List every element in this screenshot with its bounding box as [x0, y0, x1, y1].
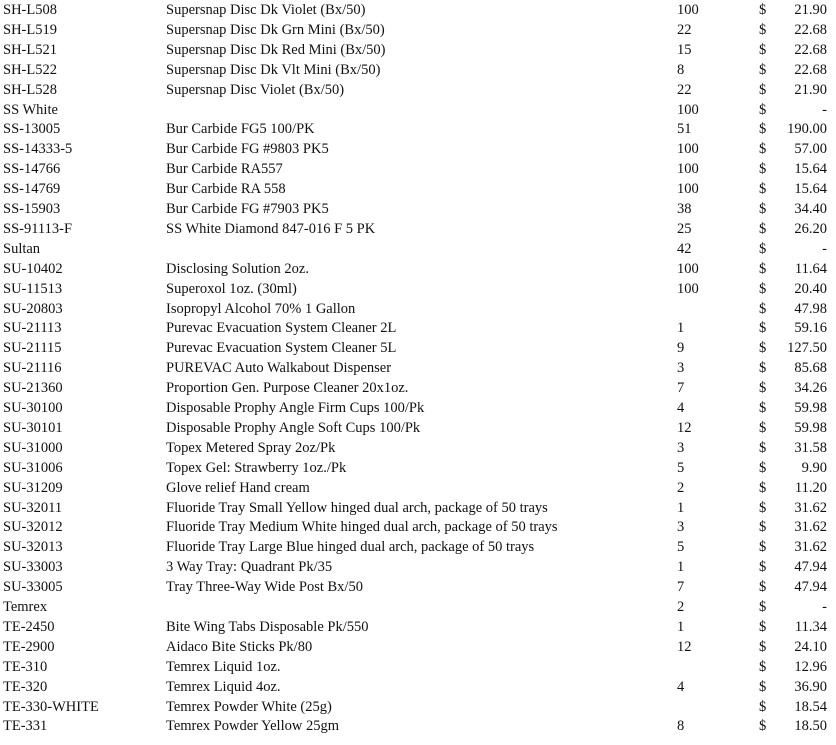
quantity-cell: 100: [677, 101, 699, 118]
description-cell: Bur Carbide FG #9803 PK5: [166, 141, 329, 158]
quantity-cell: 4: [677, 400, 685, 416]
currency-symbol: $: [759, 380, 767, 397]
price-cell: 21.90: [794, 2, 827, 18]
price-cell: 24.10: [794, 638, 827, 655]
sku-cell: SU-33003: [3, 559, 63, 576]
currency-symbol: $: [759, 539, 767, 556]
sku-cell: SS-14766: [3, 161, 61, 178]
table-row: [0, 179, 836, 199]
table-row: [0, 279, 836, 299]
description-cell: Aidaco Bite Sticks Pk/80: [166, 638, 313, 655]
quantity-cell: 4: [677, 678, 685, 695]
sku-cell: SU-33005: [3, 579, 63, 596]
table-row: [0, 398, 836, 418]
table-row: [0, 199, 836, 219]
currency-symbol: $: [759, 579, 767, 596]
price-cell: 12.96: [794, 658, 827, 675]
quantity-cell: 8: [677, 61, 685, 78]
price-cell: 57.00: [794, 141, 827, 158]
currency-symbol: $: [759, 499, 767, 516]
currency-symbol: $: [759, 240, 767, 257]
sku-cell: SS-14769: [3, 181, 61, 198]
sku-cell: SU-32013: [3, 539, 63, 556]
price-cell: 11.64: [794, 260, 827, 277]
currency-symbol: $: [759, 81, 767, 98]
quantity-cell: 8: [677, 718, 685, 735]
currency-symbol: $: [759, 718, 767, 735]
quantity-cell: 2: [677, 479, 685, 496]
quantity-cell: 1: [677, 499, 685, 516]
description-cell: Disclosing Solution 2oz.: [166, 260, 309, 277]
description-cell: Temrex Liquid 4oz.: [166, 678, 281, 695]
table-row: [0, 478, 836, 498]
sku-cell: SH-L519: [3, 21, 57, 38]
description-cell: Supersnap Disc Dk Grn Mini (Bx/50): [166, 21, 385, 38]
description-cell: Bur Carbide RA557: [166, 161, 283, 178]
table-row: [0, 239, 836, 259]
description-cell: Purevac Evacuation System Cleaner 5L: [166, 340, 397, 357]
sku-cell: TE-320: [3, 678, 48, 695]
price-cell: 21.90: [794, 81, 827, 98]
table-row: [0, 100, 836, 120]
table-row: [0, 697, 836, 717]
description-cell: 3 Way Tray: Quadrant Pk/35: [166, 559, 333, 576]
table-row: [0, 577, 836, 597]
currency-symbol: $: [759, 41, 767, 58]
price-cell: 34.40: [794, 201, 827, 217]
quantity-cell: 1: [677, 618, 685, 635]
price-cell: 22.68: [794, 61, 827, 78]
price-cell: 190.00: [787, 121, 827, 138]
currency-symbol: $: [759, 638, 767, 655]
currency-symbol: $: [759, 260, 767, 277]
price-cell: 15.64: [794, 161, 827, 178]
currency-symbol: $: [759, 181, 767, 198]
currency-symbol: $: [759, 2, 767, 18]
price-cell: 59.98: [794, 419, 827, 436]
description-cell: Disposable Prophy Angle Soft Cups 100/Pk: [166, 419, 421, 436]
currency-symbol: $: [759, 201, 767, 217]
description-cell: Temrex Powder Yellow 25gm: [166, 718, 339, 735]
price-cell: 31.62: [794, 539, 827, 556]
sku-cell: SU-20803: [3, 300, 63, 317]
price-cell: 31.62: [794, 499, 827, 516]
description-cell: Proportion Gen. Purpose Cleaner 20x1oz.: [166, 380, 409, 397]
currency-symbol: $: [759, 220, 767, 237]
currency-symbol: $: [759, 21, 767, 38]
price-cell: 47.94: [794, 559, 827, 576]
description-cell: Fluoride Tray Small Yellow hinged dual arch, package of 50 trays: [166, 499, 548, 516]
sku-cell: SS-13005: [3, 121, 61, 138]
table-row: [0, 716, 836, 736]
table-row: [0, 219, 836, 239]
price-cell: 18.54: [794, 698, 827, 715]
description-cell: Supersnap Disc Violet (Bx/50): [166, 81, 345, 98]
quantity-cell: 42: [677, 240, 692, 257]
table-row: [0, 378, 836, 398]
table-row: [0, 677, 836, 697]
currency-symbol: $: [759, 599, 767, 615]
sku-cell: SH-L521: [3, 41, 57, 58]
description-cell: Purevac Evacuation System Cleaner 2L: [166, 320, 397, 337]
price-cell: 47.98: [794, 300, 827, 317]
sku-cell: SU-32012: [3, 519, 63, 536]
sku-cell: TE-330-WHITE: [3, 698, 99, 715]
quantity-cell: 5: [677, 459, 685, 476]
currency-symbol: $: [759, 360, 767, 377]
sku-cell: Sultan: [3, 240, 41, 257]
table-row: [0, 40, 836, 60]
price-cell: -: [822, 599, 827, 615]
sku-cell: SS White: [3, 101, 58, 118]
price-cell: 59.98: [794, 400, 827, 416]
description-cell: Tray Three-Way Wide Post Bx/50: [166, 579, 363, 596]
table-row: [0, 0, 836, 20]
description-cell: Topex Metered Spray 2oz/Pk: [166, 439, 336, 456]
table-row: [0, 438, 836, 458]
description-cell: Fluoride Tray Large Blue hinged dual arch, package of 50 trays: [166, 539, 535, 556]
quantity-cell: 1: [677, 320, 685, 337]
description-cell: Superoxol 1oz. (30ml): [166, 280, 297, 297]
sku-cell: TE-2900: [3, 638, 55, 655]
sku-cell: SU-31000: [3, 439, 63, 456]
price-cell: 9.90: [801, 459, 827, 476]
sku-cell: SU-32011: [3, 499, 63, 516]
table-row: [0, 80, 836, 100]
quantity-cell: 51: [677, 121, 692, 138]
table-row: [0, 498, 836, 518]
table-row: [0, 119, 836, 139]
sku-cell: SU-21113: [3, 320, 62, 337]
description-cell: Supersnap Disc Dk Red Mini (Bx/50): [166, 41, 386, 58]
price-cell: 85.68: [794, 360, 827, 377]
table-row: [0, 20, 836, 40]
sku-cell: SH-L508: [3, 2, 57, 18]
quantity-cell: 22: [677, 81, 692, 98]
description-cell: SS White Diamond 847-016 F 5 PK: [166, 220, 376, 237]
sku-cell: SH-L528: [3, 81, 57, 98]
table-row: [0, 418, 836, 438]
price-cell: 22.68: [794, 41, 827, 58]
currency-symbol: $: [759, 479, 767, 496]
price-cell: 22.68: [794, 21, 827, 38]
currency-symbol: $: [759, 519, 767, 536]
quantity-cell: 100: [677, 2, 699, 18]
currency-symbol: $: [759, 678, 767, 695]
quantity-cell: 7: [677, 380, 685, 397]
table-row: [0, 537, 836, 557]
table-row: [0, 517, 836, 537]
table-row: [0, 637, 836, 657]
price-cell: 127.50: [787, 340, 827, 357]
currency-symbol: $: [759, 280, 767, 297]
price-cell: -: [822, 240, 827, 257]
currency-symbol: $: [759, 61, 767, 78]
price-cell: 20.40: [794, 280, 827, 297]
price-cell: 59.16: [794, 320, 827, 337]
table-row: [0, 338, 836, 358]
description-cell: Topex Gel: Strawberry 1oz./Pk: [166, 459, 347, 476]
sku-cell: SS-91113-F: [3, 220, 73, 237]
table-row: [0, 458, 836, 478]
quantity-cell: 15: [677, 41, 692, 58]
sku-cell: SU-21360: [3, 380, 63, 397]
sku-cell: TE-310: [3, 658, 48, 675]
quantity-cell: 3: [677, 360, 685, 377]
currency-symbol: $: [759, 439, 767, 456]
sku-cell: SU-31209: [3, 479, 63, 496]
table-row: [0, 259, 836, 279]
quantity-cell: 100: [677, 260, 699, 277]
currency-symbol: $: [759, 141, 767, 158]
currency-symbol: $: [759, 658, 767, 675]
table-row: [0, 318, 836, 338]
price-cell: 31.62: [794, 519, 827, 536]
currency-symbol: $: [759, 419, 767, 436]
description-cell: Supersnap Disc Dk Vlt Mini (Bx/50): [166, 61, 381, 78]
table-row: [0, 557, 836, 577]
sku-cell: SU-21116: [3, 360, 62, 377]
quantity-cell: 38: [677, 201, 692, 217]
quantity-cell: 12: [677, 638, 692, 655]
quantity-cell: 3: [677, 519, 685, 536]
price-cell: 47.94: [794, 579, 827, 596]
price-cell: 15.64: [794, 181, 827, 198]
quantity-cell: 3: [677, 439, 685, 456]
description-cell: Temrex Powder White (25g): [166, 698, 332, 715]
description-cell: Supersnap Disc Dk Violet (Bx/50): [166, 2, 366, 18]
table-row: [0, 617, 836, 637]
price-cell: 11.20: [794, 479, 827, 496]
quantity-cell: 5: [677, 539, 685, 556]
currency-symbol: $: [759, 559, 767, 576]
quantity-cell: 1: [677, 559, 685, 576]
quantity-cell: 12: [677, 419, 692, 436]
sku-cell: TE-2450: [3, 618, 55, 635]
table-row: [0, 60, 836, 80]
price-cell: 18.50: [794, 718, 827, 735]
currency-symbol: $: [759, 459, 767, 476]
sku-cell: SU-31006: [3, 459, 63, 476]
table-row: [0, 358, 836, 378]
description-cell: Fluoride Tray Medium White hinged dual arch, package of 50 trays: [166, 519, 558, 536]
table-row: [0, 657, 836, 677]
quantity-cell: 100: [677, 141, 699, 158]
price-cell: 34.26: [794, 380, 827, 397]
table-row: [0, 299, 836, 319]
sku-cell: SU-11513: [3, 280, 63, 297]
sku-cell: SS-14333-5: [3, 141, 73, 158]
sku-cell: SU-10402: [3, 260, 63, 277]
description-cell: Disposable Prophy Angle Firm Cups 100/Pk: [166, 400, 425, 416]
quantity-cell: 100: [677, 161, 699, 178]
quantity-cell: 100: [677, 280, 699, 297]
quantity-cell: 100: [677, 181, 699, 198]
currency-symbol: $: [759, 161, 767, 178]
currency-symbol: $: [759, 340, 767, 357]
quantity-cell: 22: [677, 21, 692, 38]
currency-symbol: $: [759, 400, 767, 416]
description-cell: Bur Carbide FG #7903 PK5: [166, 201, 329, 217]
description-cell: PUREVAC Auto Walkabout Dispenser: [166, 360, 392, 377]
currency-symbol: $: [759, 618, 767, 635]
table-row: [0, 139, 836, 159]
price-cell: 11.34: [794, 618, 827, 635]
description-cell: Bite Wing Tabs Disposable Pk/550: [166, 618, 369, 635]
currency-symbol: $: [759, 101, 767, 118]
sku-cell: SS-15903: [3, 201, 61, 217]
description-cell: Temrex Liquid 1oz.: [166, 658, 281, 675]
sku-cell: Temrex: [3, 599, 48, 615]
description-cell: Glove relief Hand cream: [166, 479, 310, 496]
currency-symbol: $: [759, 121, 767, 138]
price-cell: 31.58: [794, 439, 827, 456]
table-row: [0, 597, 836, 617]
sku-cell: SH-L522: [3, 61, 57, 78]
price-cell: 36.90: [794, 678, 827, 695]
sku-cell: SU-21115: [3, 340, 62, 357]
quantity-cell: 2: [677, 599, 685, 615]
table-row: [0, 159, 836, 179]
quantity-cell: 25: [677, 220, 692, 237]
sku-cell: SU-30100: [3, 400, 63, 416]
description-cell: Isopropyl Alcohol 70% 1 Gallon: [166, 300, 356, 317]
price-cell: 26.20: [794, 220, 827, 237]
currency-symbol: $: [759, 300, 767, 317]
quantity-cell: 9: [677, 340, 685, 357]
description-cell: Bur Carbide FG5 100/PK: [166, 121, 315, 138]
currency-symbol: $: [759, 320, 767, 337]
quantity-cell: 7: [677, 579, 685, 596]
description-cell: Bur Carbide RA 558: [166, 181, 286, 198]
sku-cell: SU-30101: [3, 419, 63, 436]
price-cell: -: [822, 101, 827, 118]
sku-cell: TE-331: [3, 718, 48, 735]
currency-symbol: $: [759, 698, 767, 715]
